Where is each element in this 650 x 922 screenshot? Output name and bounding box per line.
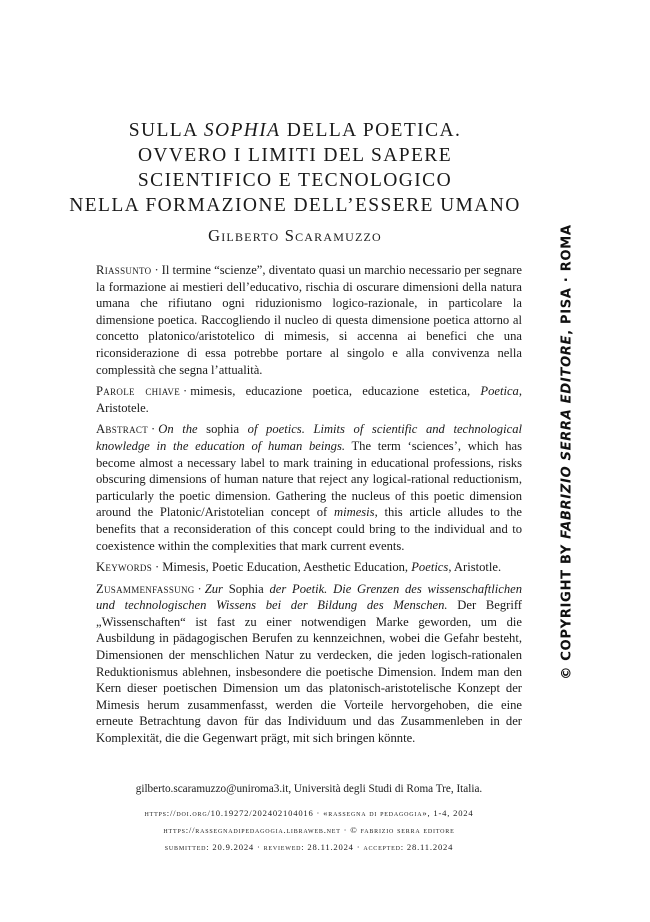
title-line-1 — [60, 118, 530, 143]
abstracts — [96, 262, 522, 752]
riassunto-paragraph — [96, 262, 522, 378]
title-line-4: NELLA FORMAZIONE DELL’ESSERE UMANO — [69, 195, 521, 216]
title-text: SULLA — [128, 120, 204, 141]
title-text: DELLA POETICA. — [280, 120, 462, 141]
title-line-2: OVVERO I LIMITI DEL SAPERE — [137, 145, 453, 166]
separator: · — [183, 384, 188, 399]
abstract-text-a: The term ‘sciences’, which has become almost a necessary label to mark training in educational professions, risks obscuring dimensions of human nature that reject any logical-rational reductionism, particularly the poetic dimension. Gathering the nucleus of this poetic dimension around the Platonic/Aristotelian concept of — [96, 438, 523, 520]
abstract-title-c: of poetics. Limits of scientific and technological knowledge in the education of human beings. — [96, 422, 522, 453]
zusammenfassung-title-c: der Poetik. Die Grenzen des wissenschaftlichen und technologischen Wissens bei der Bildung des Menschen. — [96, 581, 522, 613]
parole-chiave-tail: , Aristotele. — [96, 384, 522, 415]
site-line: https://rassegnadipedagogia.libraweb.net · © fabrizio serra editore — [163, 825, 455, 835]
footer — [96, 783, 522, 856]
copyright-sidebar — [558, 219, 576, 685]
parole-chiave-text: mimesis, educazione poetica, educazione estetica, — [190, 384, 481, 399]
doi-line: https://doi.org/10.19272/202402104016 · «rassegna di pedagogia», 1-4, 2024 — [144, 808, 474, 818]
keywords-label: Keywords — [96, 560, 152, 575]
separator: · — [154, 263, 159, 277]
keywords-tail: , Aristotle. — [448, 560, 502, 575]
parole-chiave-paragraph — [96, 383, 522, 416]
zusammenfassung-title-b: Sophia — [222, 581, 270, 596]
keywords-italic: Poetics — [411, 560, 449, 575]
copyright-pre: © COPYRIGHT BY — [559, 538, 575, 680]
copyright-publisher: FABRIZIO SERRA EDITORE — [559, 334, 575, 539]
zusammenfassung-title-a: Zur — [204, 581, 223, 596]
zusammenfassung-text: Der Begriff „Wissenschaften“ ist fast zu einer notwendigen Marke geworden, um die Ausbildung in pädagogischen Berufen zu kennzeichnen, wobei die Gefahr besteht, Dimensionen der menschlichen Natur zu verdecken, die jeden logisch-rationalen Reduktionismus ablehnen, insbesondere die poetische Dimension. Indem man den Kern dieser poetischen Dimension um das platonisch-aristotelische Konzept der Mimesis herum zusammenfasst, werden die Vorteile hervorgehoben, die eine erneute Betrachtung davon für das Individuum und das Zusammenleben in der Komplexität, die die Gegenwart prägt, mit sich bringen könnte. — [96, 598, 523, 746]
author-name: Gilberto Scaramuzzo — [208, 226, 382, 245]
abstract-text-b: , this article alludes to the benefits that a reconsideration of this concept could bring to the individual and to coexistence within the complexities that mark current events. — [96, 505, 523, 553]
copyright-post: , PISA · ROMA — [559, 224, 575, 335]
separator: · — [155, 560, 160, 575]
title-line-3: SCIENTIFICO E TECNOLOGICO — [137, 170, 453, 191]
author-email: gilberto.scaramuzzo@uniroma3.it, Università degli Studi di Roma Tre, Italia. — [135, 783, 483, 795]
abstract-label: Abstract — [96, 422, 149, 437]
copyright-text — [560, 224, 575, 679]
keywords-text: Mimesis, Poetic Education, Aesthetic Education, — [162, 560, 412, 575]
title-italic: SOPHIA — [203, 120, 281, 141]
keywords-paragraph — [96, 559, 522, 576]
article-title — [60, 118, 530, 218]
parole-chiave-italic: Poetica — [480, 384, 519, 399]
abstract-title-b: sophia — [197, 422, 248, 437]
riassunto-text: Il termine “scienze”, diventato quasi un marchio necessario per segnare la formazione ai mestieri dell’educativo, rischia di oscurare dimensioni della natura umana che rifiutano ogni riduzionismo logico-razionale, in particolare la dimensione poetica. Raccogliendo il nucleo di questa dimensione poetica attorno al concetto platonico/aristotelico di mimesis, si accenna ai benefici che una riconsiderazione di essa potrebbe portare al singolo e alla convivenza nella complessità che segna l’attualità. — [96, 263, 522, 377]
riassunto-label: Riassunto — [96, 263, 152, 277]
abstract-paragraph — [96, 421, 522, 554]
zusammenfassung-paragraph — [96, 581, 522, 747]
abstract-text-italic: mimesis — [334, 505, 375, 520]
zusammenfassung-label: Zusammenfassung — [96, 581, 195, 596]
parole-chiave-label: Parole chiave — [96, 384, 181, 399]
separator: · — [151, 422, 156, 437]
dates-line: submitted: 20.9.2024 · reviewed: 28.11.2024 · accepted: 28.11.2024 — [164, 842, 454, 852]
abstract-title-a: On the — [158, 422, 198, 437]
separator: · — [197, 581, 202, 596]
